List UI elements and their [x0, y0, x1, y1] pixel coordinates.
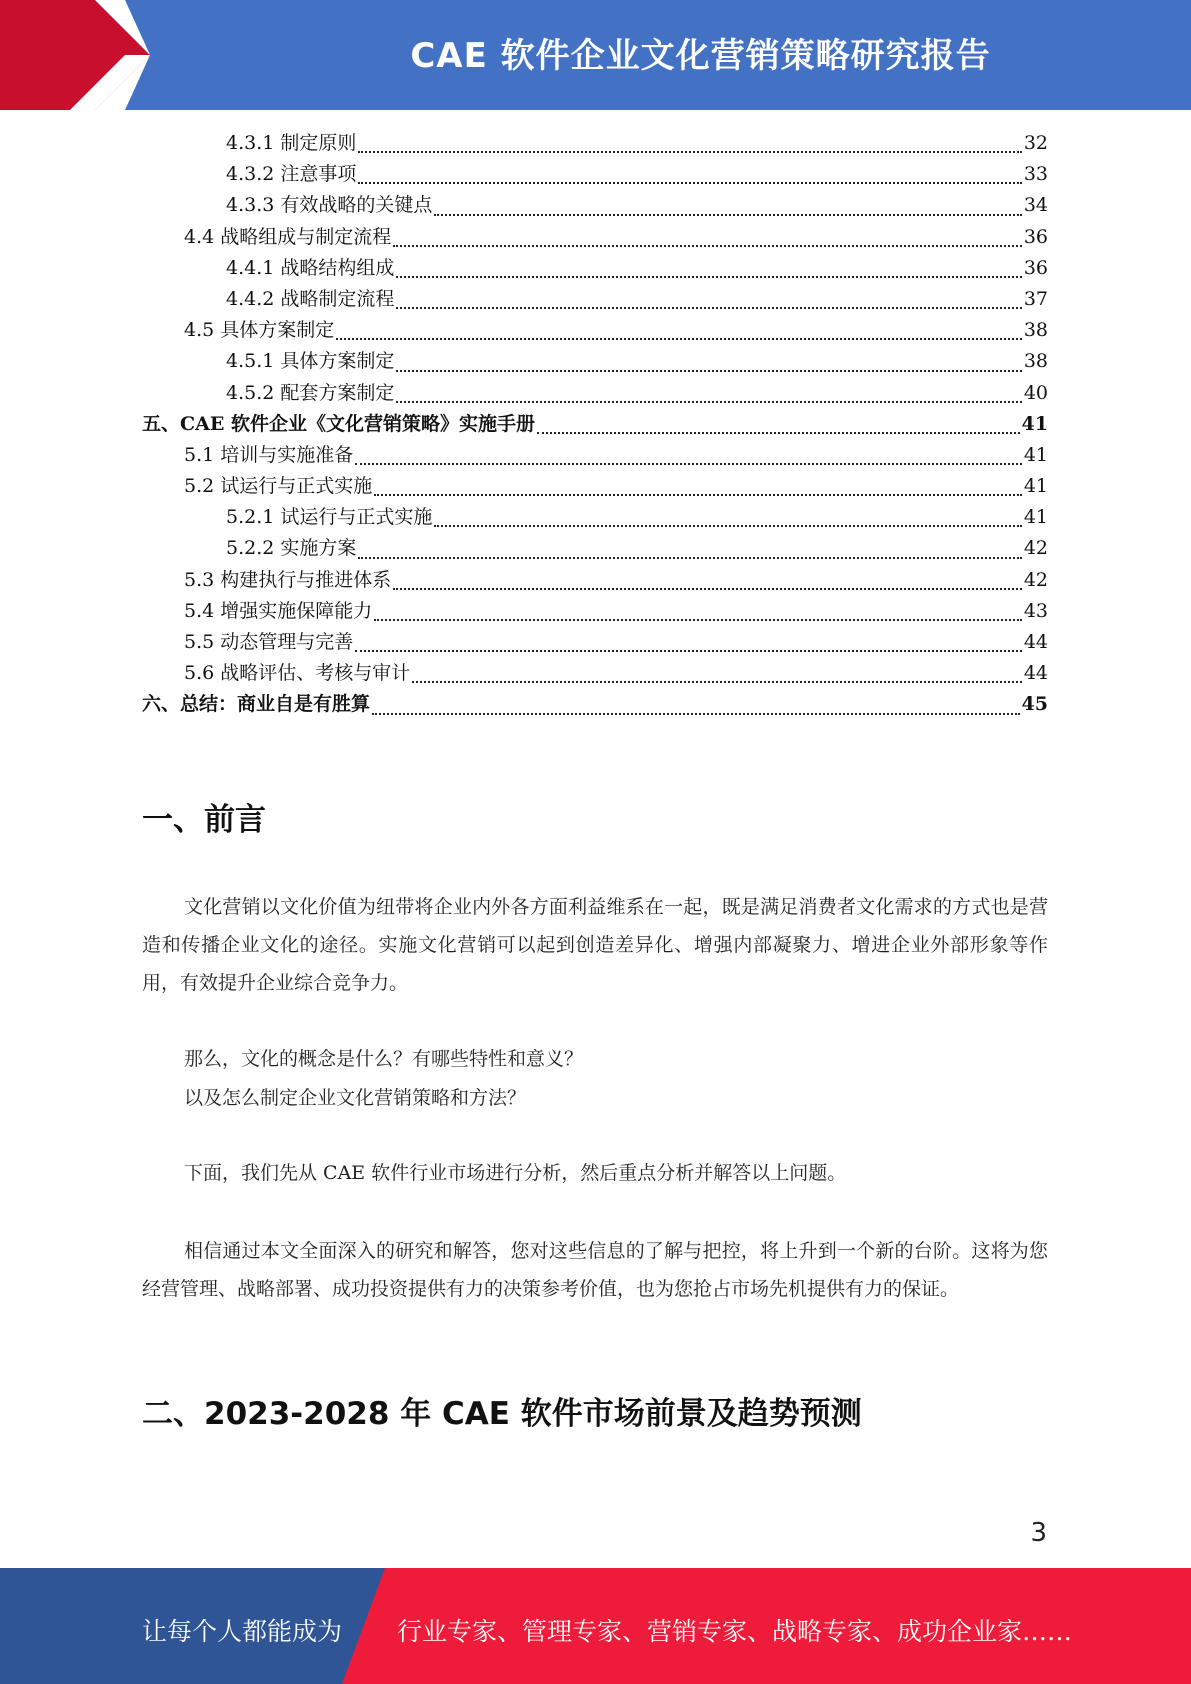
toc-entry[interactable] [142, 315, 1048, 346]
toc-leader-dots [336, 337, 1022, 340]
toc-entry[interactable] [142, 284, 1048, 315]
page-header [0, 0, 1191, 110]
toc-leader-dots [396, 400, 1021, 403]
toc-entry-page: 42 [1023, 568, 1048, 591]
toc-entry-title: 5.6 战略评估、考核与审计 [184, 662, 411, 685]
toc-entry-title: 4.3.2 注意事项 [226, 163, 357, 186]
toc-entry[interactable] [142, 222, 1048, 253]
toc-entry-page: 34 [1023, 194, 1048, 217]
toc-entry-title: 五、CAE 软件企业《文化营销策略》实施手册 [142, 412, 535, 435]
toc-entry-title: 5.1 培训与实施准备 [184, 443, 354, 466]
toc-entry-page: 41 [1023, 475, 1048, 498]
toc-leader-dots [355, 462, 1022, 465]
toc-leader-dots [358, 150, 1021, 153]
toc-leader-dots [393, 244, 1022, 247]
toc-entry-page: 41 [1023, 443, 1048, 466]
table-of-contents [142, 128, 1048, 721]
toc-entry-page: 36 [1023, 225, 1048, 248]
toc-entry-title: 4.3.3 有效战略的关键点 [226, 194, 433, 217]
toc-entry[interactable] [142, 128, 1048, 159]
toc-entry[interactable] [142, 533, 1048, 564]
toc-entry[interactable] [142, 378, 1048, 409]
toc-leader-dots [374, 618, 1022, 621]
toc-entry[interactable] [142, 658, 1048, 689]
preface-paragraph-2: 下面，我们先从 CAE 软件行业市场进行分析，然后重点分析并解答以上问题。 [184, 1162, 847, 1184]
toc-leader-dots [372, 712, 1020, 715]
toc-entry-title: 5.2.1 试运行与正式实施 [226, 506, 433, 529]
toc-entry-page: 44 [1023, 631, 1048, 653]
toc-leader-dots [412, 680, 1022, 683]
toc-entry[interactable] [142, 596, 1048, 627]
header-title: CAE 软件企业文化营销策略研究报告 [410, 36, 991, 76]
footer-slogan-right: 行业专家、管理专家、营销专家、战略专家、成功企业家…… [397, 1617, 1073, 1646]
toc-entry-page: 33 [1023, 163, 1048, 186]
toc-entry[interactable] [142, 159, 1048, 190]
toc-leader-dots [355, 649, 1022, 652]
toc-leader-dots [374, 493, 1022, 496]
footer-slogan-left: 让每个人都能成为 [142, 1617, 343, 1646]
toc-entry-title: 4.5.1 具体方案制定 [226, 350, 395, 373]
toc-entry-title: 4.5.2 配套方案制定 [226, 381, 395, 404]
toc-leader-dots [358, 181, 1021, 184]
toc-entry-page: 38 [1023, 350, 1048, 373]
toc-entry[interactable] [142, 409, 1048, 440]
toc-entry[interactable] [142, 565, 1048, 596]
toc-entry-title: 4.3.1 制定原则 [226, 132, 357, 154]
toc-entry-title: 5.3 构建执行与推进体系 [184, 568, 392, 591]
toc-entry-page: 36 [1023, 256, 1048, 279]
toc-entry-page: 45 [1021, 693, 1048, 716]
toc-entry-page: 37 [1023, 287, 1048, 310]
toc-entry[interactable] [142, 502, 1048, 533]
toc-entry-title: 4.4.1 战略结构组成 [226, 256, 395, 279]
toc-entry-title: 5.4 增强实施保障能力 [184, 599, 373, 622]
toc-leader-dots [358, 556, 1021, 559]
toc-entry-title: 4.4.2 战略制定流程 [226, 287, 395, 310]
toc-entry-title: 4.5 具体方案制定 [184, 319, 335, 342]
preface-paragraph-3: 相信通过本文全面深入的研究和解答，您对这些信息的了解与把控，将上升到一个新的台阶。这将为您经营管理、战略部署、成功投资提供有力的决策参考价值，也为您抢占市场先机提供有力的保证。 [142, 1240, 1048, 1300]
page-number: 3 [1030, 1518, 1047, 1548]
toc-entry[interactable] [142, 471, 1048, 502]
toc-leader-dots [537, 431, 1020, 434]
toc-leader-dots [396, 275, 1021, 278]
page-footer [0, 1568, 1191, 1684]
toc-entry-page: 41 [1023, 506, 1048, 529]
toc-entry-title: 5.2 试运行与正式实施 [184, 475, 373, 498]
section-heading-preface: 一、前言 [142, 802, 266, 838]
preface-question-1: 那么，文化的概念是什么？有哪些特性和意义？ [184, 1048, 584, 1070]
toc-leader-dots [393, 587, 1022, 590]
toc-entry-page: 41 [1021, 412, 1048, 435]
toc-entry[interactable] [142, 689, 1048, 720]
toc-entry[interactable] [142, 190, 1048, 221]
toc-leader-dots [396, 306, 1021, 309]
toc-entry-title: 4.4 战略组成与制定流程 [184, 225, 392, 248]
toc-entry-title: 5.5 动态管理与完善 [184, 631, 354, 653]
toc-leader-dots [434, 524, 1021, 527]
section-heading-market-forecast: 二、2023-2028 年 CAE 软件市场前景及趋势预测 [142, 1396, 862, 1432]
toc-entry-page: 43 [1023, 599, 1048, 622]
toc-entry-page: 40 [1023, 381, 1048, 404]
toc-entry[interactable] [142, 346, 1048, 377]
toc-entry-page: 44 [1023, 662, 1048, 685]
toc-entry[interactable] [142, 627, 1048, 658]
toc-entry-page: 38 [1023, 319, 1048, 342]
toc-entry-title: 5.2.2 实施方案 [226, 537, 357, 560]
toc-entry-title: 六、总结：商业自是有胜算 [142, 693, 371, 716]
toc-leader-dots [434, 213, 1021, 216]
toc-entry[interactable] [142, 253, 1048, 284]
toc-entry-page: 42 [1023, 537, 1048, 560]
toc-entry-page: 32 [1023, 132, 1048, 154]
toc-leader-dots [396, 369, 1021, 372]
preface-question-2: 以及怎么制定企业文化营销策略和方法？ [184, 1087, 527, 1109]
toc-entry[interactable] [142, 440, 1048, 471]
preface-paragraph-1: 文化营销以文化价值为纽带将企业内外各方面利益维系在一起，既是满足消费者文化需求的方式也是营造和传播企业文化的途径。实施文化营销可以起到创造差异化、增强内部凝聚力、增进企业外部形象等作用，有效提升企业综合竞争力。 [142, 896, 1048, 994]
